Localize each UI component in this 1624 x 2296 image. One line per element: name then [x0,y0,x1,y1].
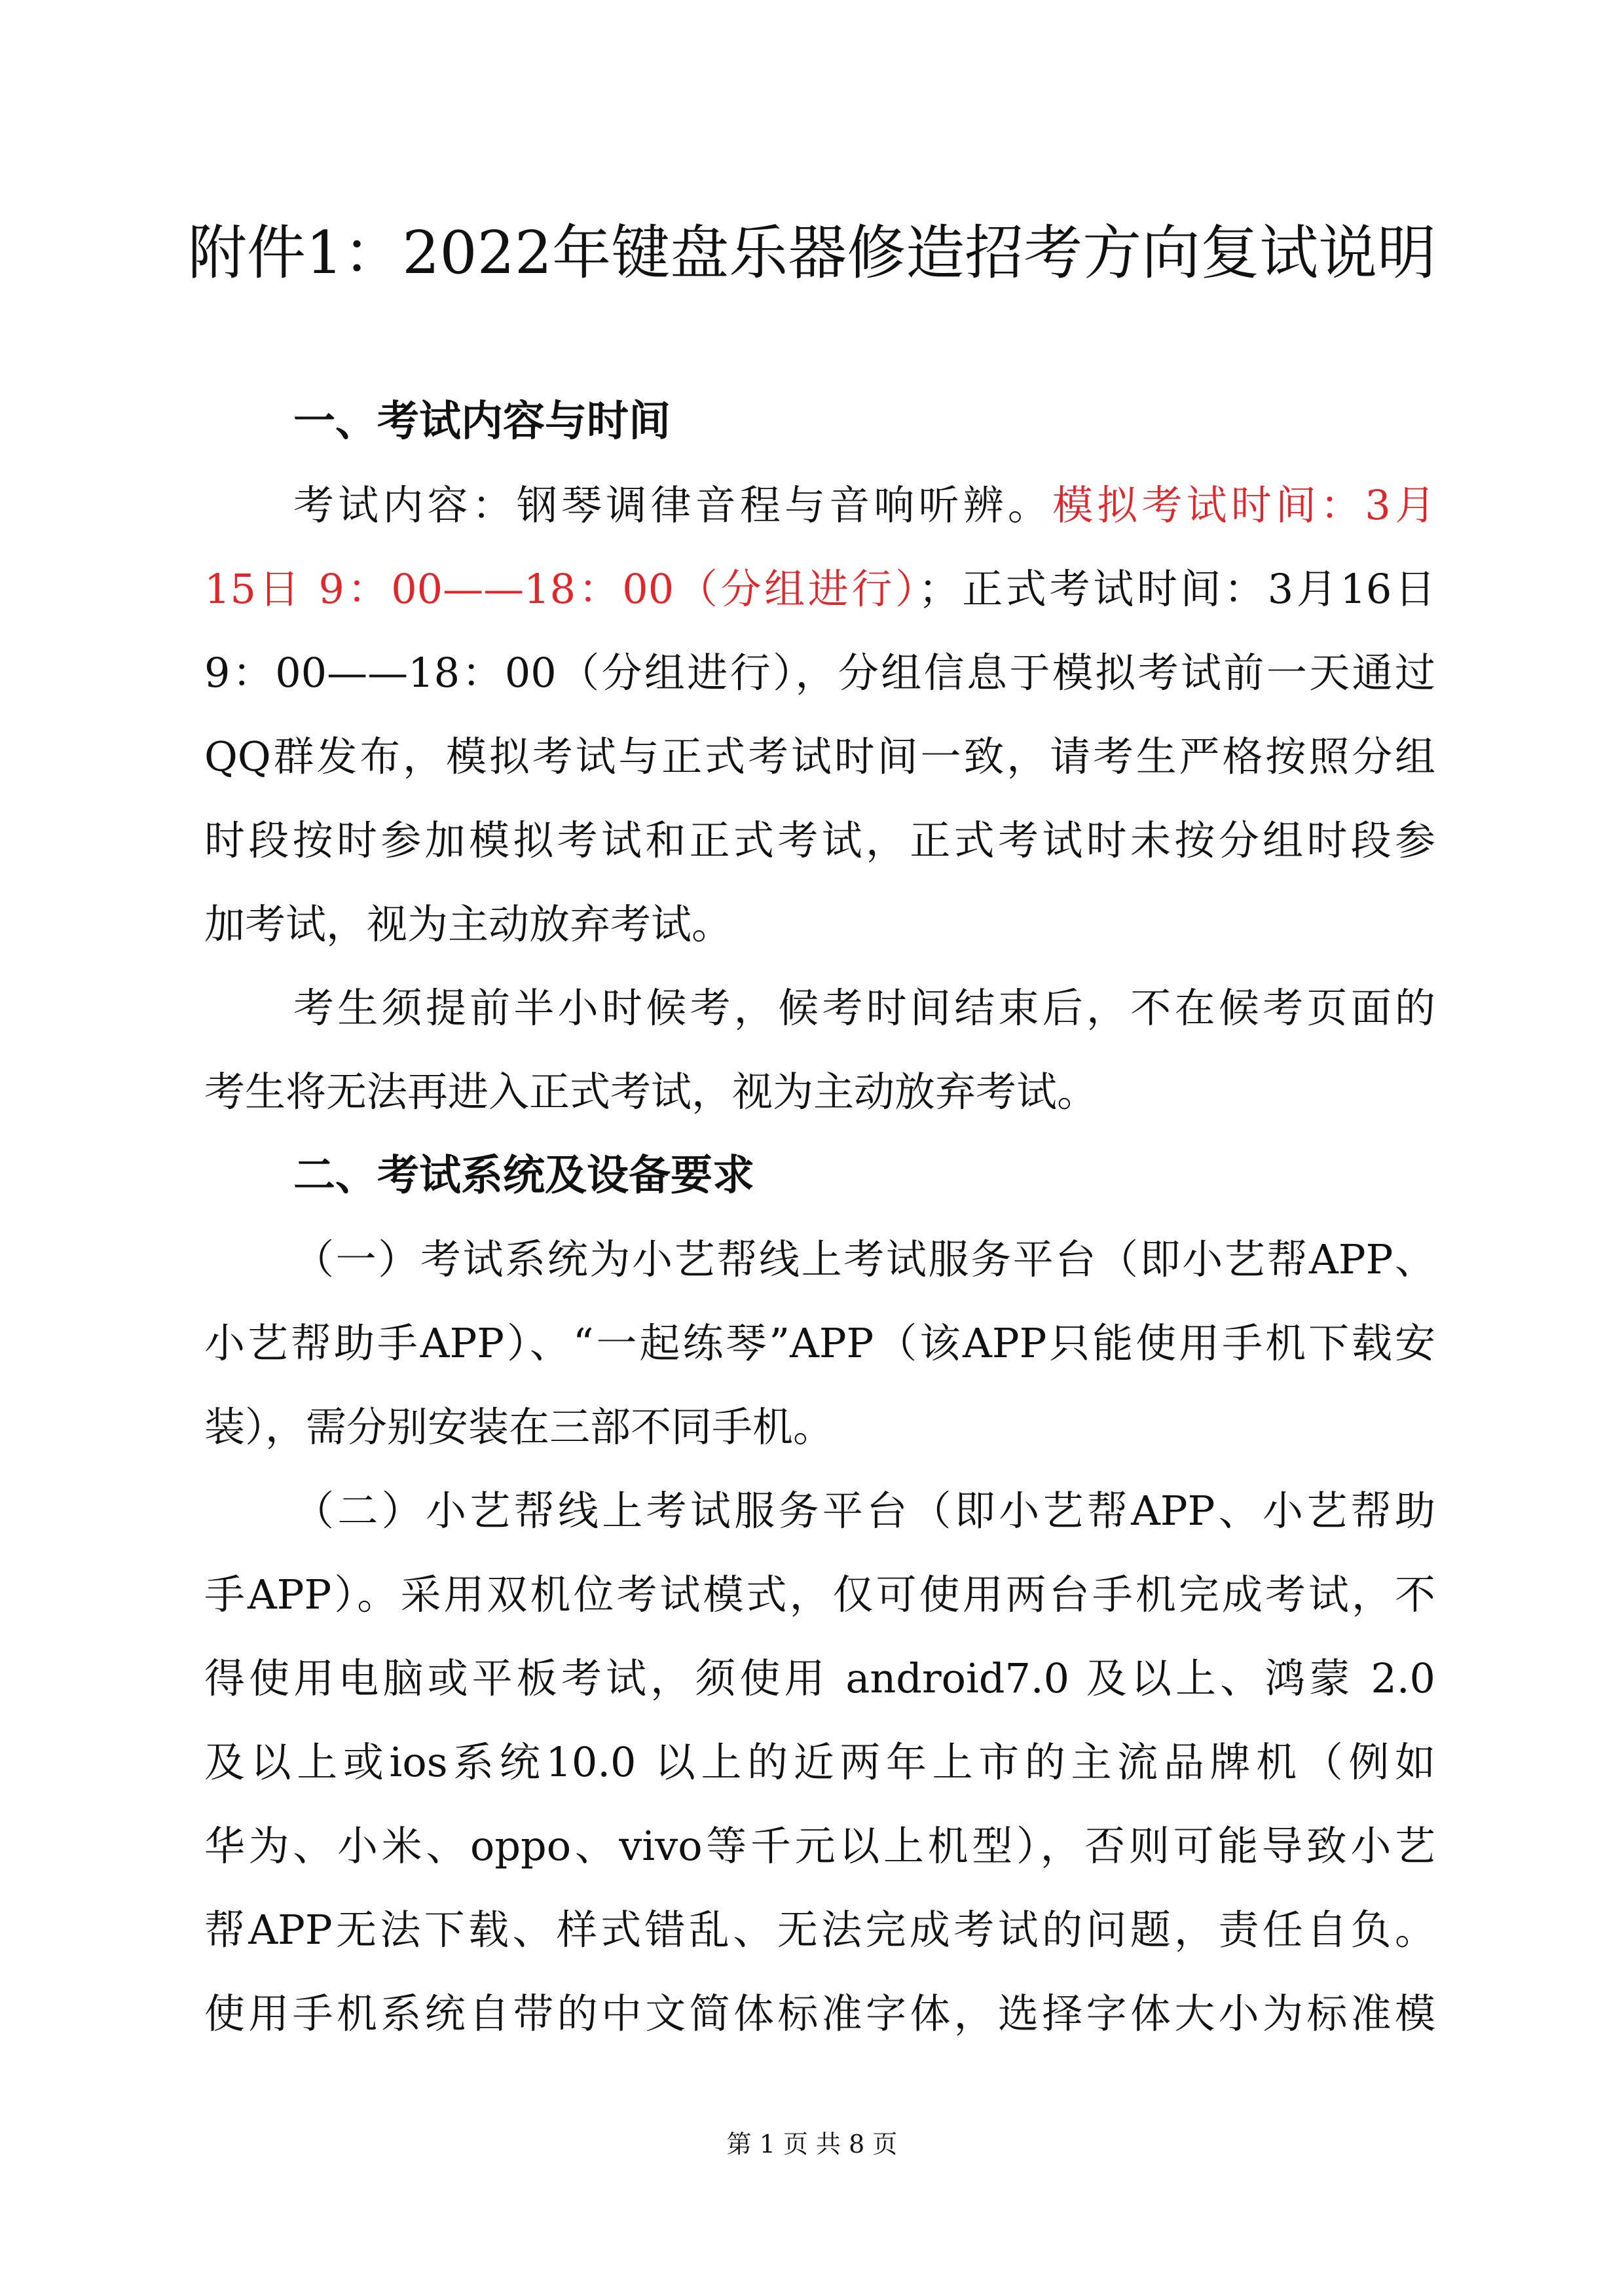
page-footer: 第 1 页 共 8 页 [726,2130,898,2159]
paragraph-line: 小艺帮助手APP）、“一起练琴”APP（该APP只能使用手机下载安 [204,1319,1435,1367]
paragraph-line [204,464,1435,547]
document-body [204,380,1435,2056]
paragraph-line: 考生须提前半小时候考，候考时间结束后，不在候考页面的 [293,984,1435,1032]
exam-content-text: 考试内容：钢琴调律音程与音响听辨。 [293,481,1053,529]
paragraph-line: 使用手机系统自带的中文简体标准字体，选择字体大小为标准模 [204,1990,1435,2037]
paragraph-line: （二）小艺帮线上考试服务平台（即小艺帮APP、小艺帮助 [293,1487,1435,1535]
paragraph-line: 考生将无法再进入正式考试，视为主动放弃考试。 [204,1068,1098,1116]
paragraph-line: 手APP）。采用双机位考试模式，仅可使用两台手机完成考试，不 [204,1571,1435,1618]
paragraph-line [204,547,1435,631]
paragraph-line: 得使用电脑或平板考试，须使用 android7.0 及以上、鸿蒙 2.0 [204,1654,1435,1702]
paragraph-line: 加考试，视为主动放弃考试。 [204,900,733,948]
paragraph-line: （一）考试系统为小艺帮线上考试服务平台（即小艺帮APP、 [293,1235,1435,1283]
formal-exam-time-text: ；正式考试时间：3月16日 [918,565,1436,613]
document-title: 附件1：2022年键盘乐器修造招考方向复试说明 [187,219,1437,287]
paragraph-line: QQ群发布，模拟考试与正式考试时间一致，请考生严格按照分组 [204,733,1435,780]
paragraph-line: 帮APP无法下载、样式错乱、无法完成考试的问题，责任自负。 [204,1906,1435,1954]
paragraph-line: 华为、小米、oppo、vivo等千元以上机型），否则可能导致小艺 [204,1822,1435,1870]
paragraph-line: 及以上或ios系统10.0 以上的近两年上市的主流品牌机（例如 [204,1738,1435,1786]
mock-exam-time-value: 15日 9：00——18：00（分组进行） [204,565,919,613]
paragraph-line: 9：00——18：00（分组进行），分组信息于模拟考试前一天通过 [204,649,1435,697]
paragraph-line: 装），需分别安装在三部不同手机。 [204,1403,834,1451]
paragraph-line: 时段按时参加模拟考试和正式考试，正式考试时未按分组时段参 [204,816,1435,864]
mock-exam-time-label: 模拟考试时间：3月 [1052,481,1435,529]
section-heading-exam-content-time: 一、考试内容与时间 [293,397,671,446]
section-heading-system-device: 二、考试系统及设备要求 [293,1152,754,1200]
